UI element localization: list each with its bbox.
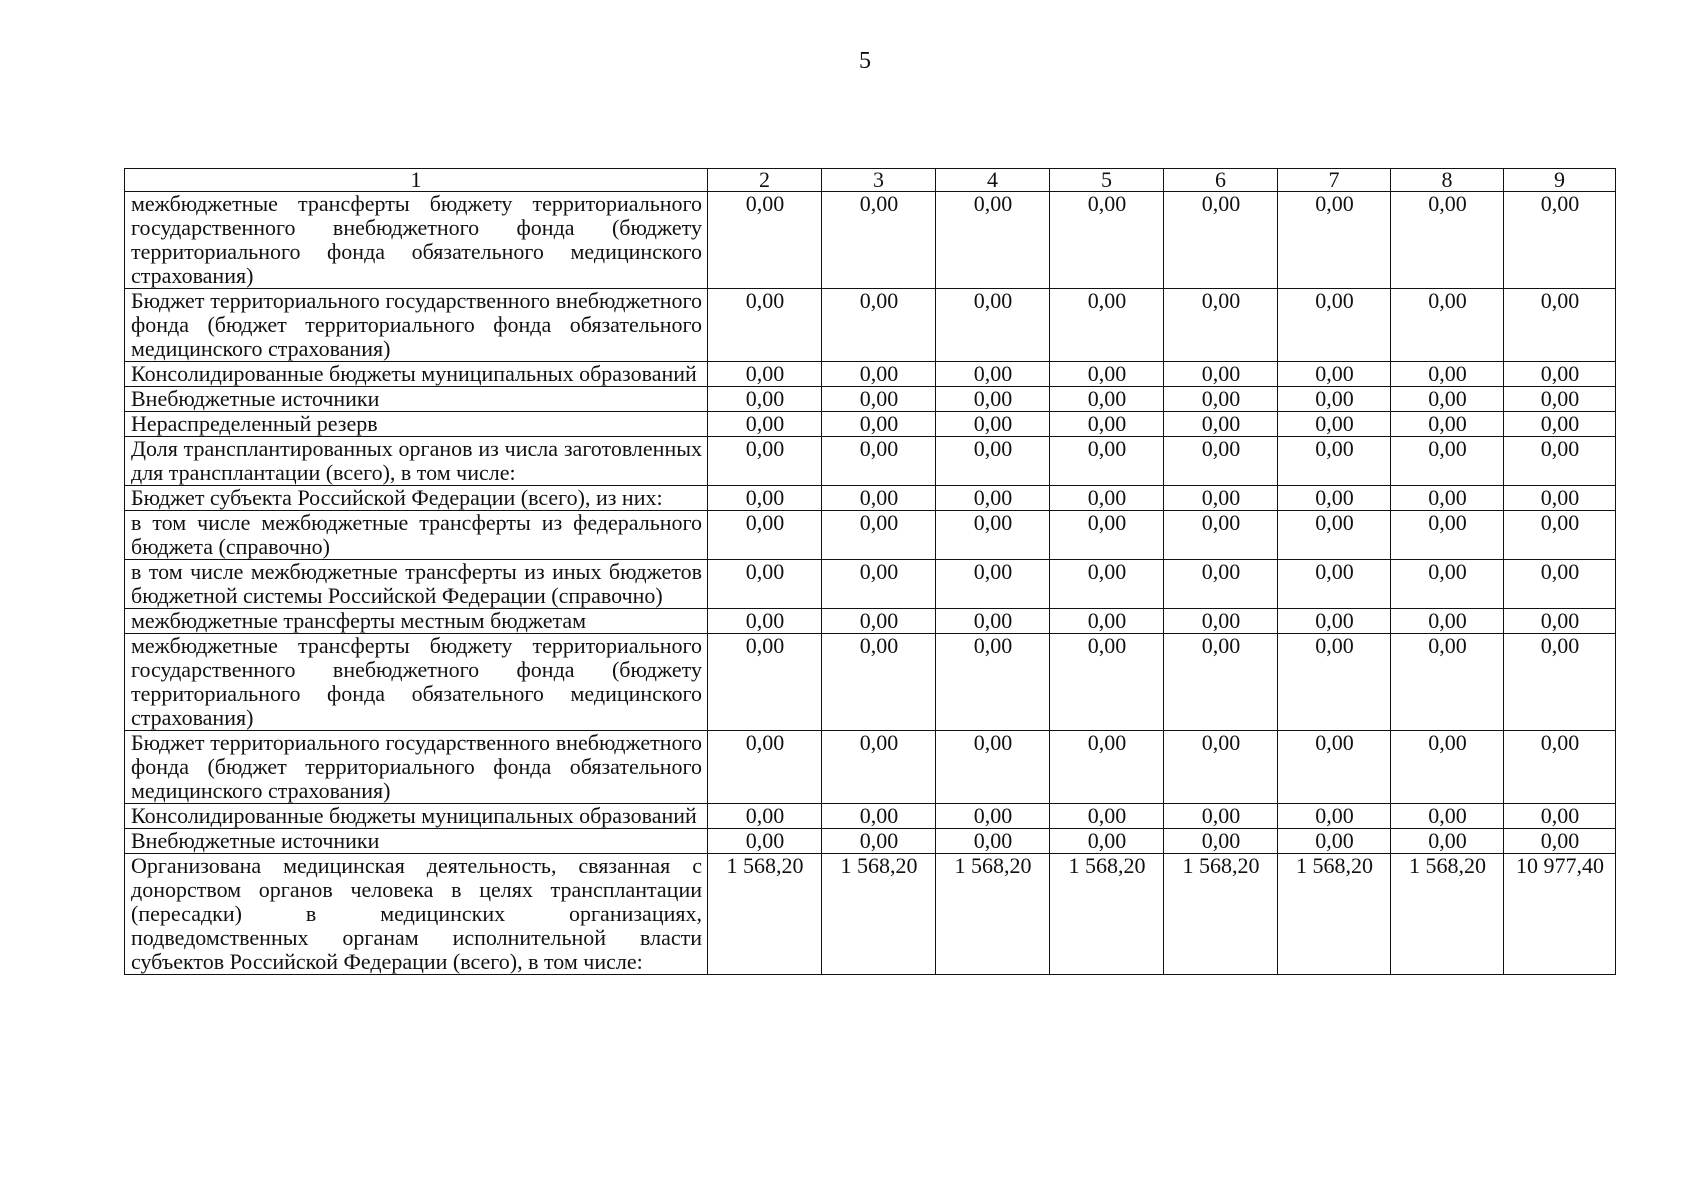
row-value: 0,00 xyxy=(708,634,822,731)
row-value: 0,00 xyxy=(1164,486,1278,511)
row-value: 0,00 xyxy=(1504,731,1616,804)
row-value: 0,00 xyxy=(822,387,936,412)
row-value: 0,00 xyxy=(936,560,1050,609)
row-value: 0,00 xyxy=(936,634,1050,731)
row-value: 0,00 xyxy=(708,412,822,437)
row-value: 0,00 xyxy=(822,486,936,511)
row-label: Консолидированные бюджеты муниципальных образований xyxy=(125,362,708,387)
row-value: 0,00 xyxy=(708,192,822,289)
row-value: 1 568,20 xyxy=(1391,854,1504,975)
row-value: 0,00 xyxy=(936,437,1050,486)
row-value: 0,00 xyxy=(1164,634,1278,731)
row-value: 0,00 xyxy=(1050,634,1164,731)
row-value: 0,00 xyxy=(936,192,1050,289)
table-row xyxy=(125,437,1616,486)
row-value: 1 568,20 xyxy=(1278,854,1391,975)
row-value: 0,00 xyxy=(936,804,1050,829)
row-value: 0,00 xyxy=(708,829,822,854)
row-value: 0,00 xyxy=(1164,731,1278,804)
row-value: 0,00 xyxy=(1504,804,1616,829)
row-label: Внебюджетные источники xyxy=(125,387,708,412)
table-row xyxy=(125,731,1616,804)
row-label: межбюджетные трансферты бюджету территориального государственного внебюджетного фонда (бюджету территориального фонда обязательного медицинского страхования) xyxy=(125,192,708,289)
row-value: 0,00 xyxy=(822,560,936,609)
column-header: 9 xyxy=(1504,169,1616,192)
table-row xyxy=(125,634,1616,731)
table-row xyxy=(125,362,1616,387)
row-value: 0,00 xyxy=(1278,829,1391,854)
row-value: 0,00 xyxy=(822,437,936,486)
row-value: 0,00 xyxy=(708,560,822,609)
header-row xyxy=(125,169,1616,192)
row-value: 0,00 xyxy=(708,289,822,362)
row-value: 1 568,20 xyxy=(708,854,822,975)
row-value: 0,00 xyxy=(1504,486,1616,511)
row-value: 0,00 xyxy=(1504,511,1616,560)
table-row xyxy=(125,387,1616,412)
row-value: 0,00 xyxy=(1278,634,1391,731)
row-value: 0,00 xyxy=(1504,412,1616,437)
row-value: 0,00 xyxy=(1278,362,1391,387)
row-label: в том числе межбюджетные трансферты из федерального бюджета (справочно) xyxy=(125,511,708,560)
row-value: 0,00 xyxy=(708,731,822,804)
table-row xyxy=(125,609,1616,634)
row-value: 0,00 xyxy=(1278,412,1391,437)
row-value: 0,00 xyxy=(1391,511,1504,560)
row-value: 0,00 xyxy=(1278,387,1391,412)
row-value: 1 568,20 xyxy=(1164,854,1278,975)
row-value: 0,00 xyxy=(1164,511,1278,560)
row-label: межбюджетные трансферты местным бюджетам xyxy=(125,609,708,634)
row-value: 0,00 xyxy=(1278,289,1391,362)
row-value: 0,00 xyxy=(1278,511,1391,560)
row-label: Внебюджетные источники xyxy=(125,829,708,854)
row-value: 0,00 xyxy=(1164,387,1278,412)
row-value: 0,00 xyxy=(1050,804,1164,829)
row-value: 0,00 xyxy=(1050,192,1164,289)
row-value: 0,00 xyxy=(1164,609,1278,634)
row-label: межбюджетные трансферты бюджету территориального государственного внебюджетного фонда (бюджету территориального фонда обязательного медицинского страхования) xyxy=(125,634,708,731)
column-header: 3 xyxy=(822,169,936,192)
row-value: 0,00 xyxy=(822,731,936,804)
table-row xyxy=(125,412,1616,437)
row-value: 0,00 xyxy=(822,804,936,829)
page-number: 5 xyxy=(859,48,871,74)
row-value: 0,00 xyxy=(708,486,822,511)
row-value: 0,00 xyxy=(1391,437,1504,486)
row-value: 0,00 xyxy=(1164,829,1278,854)
row-label: Доля трансплантированных органов из числа заготовленных для трансплантации (всего), в том числе: xyxy=(125,437,708,486)
row-value: 0,00 xyxy=(1391,486,1504,511)
row-value: 0,00 xyxy=(1164,560,1278,609)
row-value: 0,00 xyxy=(1050,387,1164,412)
row-label: в том числе межбюджетные трансферты из иных бюджетов бюджетной системы Российской Федерации (справочно) xyxy=(125,560,708,609)
row-value: 0,00 xyxy=(1504,560,1616,609)
row-value: 0,00 xyxy=(708,437,822,486)
row-value: 0,00 xyxy=(1391,829,1504,854)
row-value: 0,00 xyxy=(1050,560,1164,609)
budget-table xyxy=(124,168,1616,975)
column-header: 6 xyxy=(1164,169,1278,192)
table-row xyxy=(125,486,1616,511)
row-value: 0,00 xyxy=(1391,192,1504,289)
row-value: 0,00 xyxy=(1391,560,1504,609)
row-value: 0,00 xyxy=(1391,804,1504,829)
row-value: 0,00 xyxy=(1504,437,1616,486)
row-label: Консолидированные бюджеты муниципальных образований xyxy=(125,804,708,829)
table-row xyxy=(125,804,1616,829)
row-value: 1 568,20 xyxy=(936,854,1050,975)
row-value: 0,00 xyxy=(822,289,936,362)
row-value: 0,00 xyxy=(1050,437,1164,486)
row-value: 0,00 xyxy=(1050,362,1164,387)
row-value: 0,00 xyxy=(822,362,936,387)
row-value: 0,00 xyxy=(1050,511,1164,560)
column-header: 8 xyxy=(1391,169,1504,192)
row-value: 0,00 xyxy=(1050,289,1164,362)
row-value: 0,00 xyxy=(1278,437,1391,486)
row-value: 0,00 xyxy=(1164,804,1278,829)
row-value: 0,00 xyxy=(1278,560,1391,609)
row-value: 0,00 xyxy=(1050,412,1164,437)
row-value: 0,00 xyxy=(822,192,936,289)
table-row xyxy=(125,560,1616,609)
row-value: 10 977,40 xyxy=(1504,854,1616,975)
row-value: 0,00 xyxy=(1391,609,1504,634)
column-header: 4 xyxy=(936,169,1050,192)
column-header: 7 xyxy=(1278,169,1391,192)
row-label: Нераспределенный резерв xyxy=(125,412,708,437)
row-value: 0,00 xyxy=(822,511,936,560)
row-value: 0,00 xyxy=(1050,829,1164,854)
row-value: 1 568,20 xyxy=(1050,854,1164,975)
row-value: 0,00 xyxy=(708,609,822,634)
row-value: 1 568,20 xyxy=(822,854,936,975)
row-value: 0,00 xyxy=(1391,412,1504,437)
row-value: 0,00 xyxy=(936,511,1050,560)
row-value: 0,00 xyxy=(936,412,1050,437)
row-value: 0,00 xyxy=(1391,634,1504,731)
row-value: 0,00 xyxy=(1504,634,1616,731)
row-value: 0,00 xyxy=(1504,829,1616,854)
row-value: 0,00 xyxy=(936,609,1050,634)
row-value: 0,00 xyxy=(936,829,1050,854)
row-value: 0,00 xyxy=(708,511,822,560)
row-value: 0,00 xyxy=(1504,192,1616,289)
row-value: 0,00 xyxy=(1164,412,1278,437)
table-row xyxy=(125,289,1616,362)
row-value: 0,00 xyxy=(1504,609,1616,634)
row-value: 0,00 xyxy=(1504,289,1616,362)
row-value: 0,00 xyxy=(1278,486,1391,511)
row-value: 0,00 xyxy=(1278,804,1391,829)
row-value: 0,00 xyxy=(936,362,1050,387)
row-value: 0,00 xyxy=(1050,731,1164,804)
row-value: 0,00 xyxy=(1504,387,1616,412)
row-value: 0,00 xyxy=(1164,362,1278,387)
row-value: 0,00 xyxy=(822,829,936,854)
row-label: Бюджет территориального государственного внебюджетного фонда (бюджет территориального фонда обязательного медицинского страхования) xyxy=(125,289,708,362)
row-value: 0,00 xyxy=(708,804,822,829)
row-value: 0,00 xyxy=(1391,362,1504,387)
table-body xyxy=(125,192,1616,975)
row-value: 0,00 xyxy=(822,412,936,437)
column-header: 5 xyxy=(1050,169,1164,192)
column-header: 1 xyxy=(125,169,708,192)
row-value: 0,00 xyxy=(1050,486,1164,511)
row-value: 0,00 xyxy=(822,634,936,731)
column-header: 2 xyxy=(708,169,822,192)
row-label: Бюджет субъекта Российской Федерации (всего), из них: xyxy=(125,486,708,511)
table-row xyxy=(125,854,1616,975)
row-value: 0,00 xyxy=(936,289,1050,362)
row-value: 0,00 xyxy=(1164,289,1278,362)
row-label: Организована медицинская деятельность, связанная с донорством органов человека в целях трансплантации (пересадки) в медицинских организациях, подведомственных органам исполнительной власти субъектов Российской Федерации (всего), в том числе: xyxy=(125,854,708,975)
row-value: 0,00 xyxy=(1164,192,1278,289)
row-value: 0,00 xyxy=(708,387,822,412)
row-value: 0,00 xyxy=(1278,192,1391,289)
table-row xyxy=(125,511,1616,560)
table-row xyxy=(125,829,1616,854)
table-row xyxy=(125,192,1616,289)
row-value: 0,00 xyxy=(1391,731,1504,804)
row-value: 0,00 xyxy=(1278,731,1391,804)
row-value: 0,00 xyxy=(1391,289,1504,362)
row-value: 0,00 xyxy=(936,731,1050,804)
row-value: 0,00 xyxy=(1391,387,1504,412)
row-value: 0,00 xyxy=(936,486,1050,511)
row-value: 0,00 xyxy=(822,609,936,634)
row-value: 0,00 xyxy=(936,387,1050,412)
row-value: 0,00 xyxy=(708,362,822,387)
row-value: 0,00 xyxy=(1164,437,1278,486)
row-value: 0,00 xyxy=(1278,609,1391,634)
row-value: 0,00 xyxy=(1050,609,1164,634)
row-value: 0,00 xyxy=(1504,362,1616,387)
row-label: Бюджет территориального государственного внебюджетного фонда (бюджет территориального фонда обязательного медицинского страхования) xyxy=(125,731,708,804)
